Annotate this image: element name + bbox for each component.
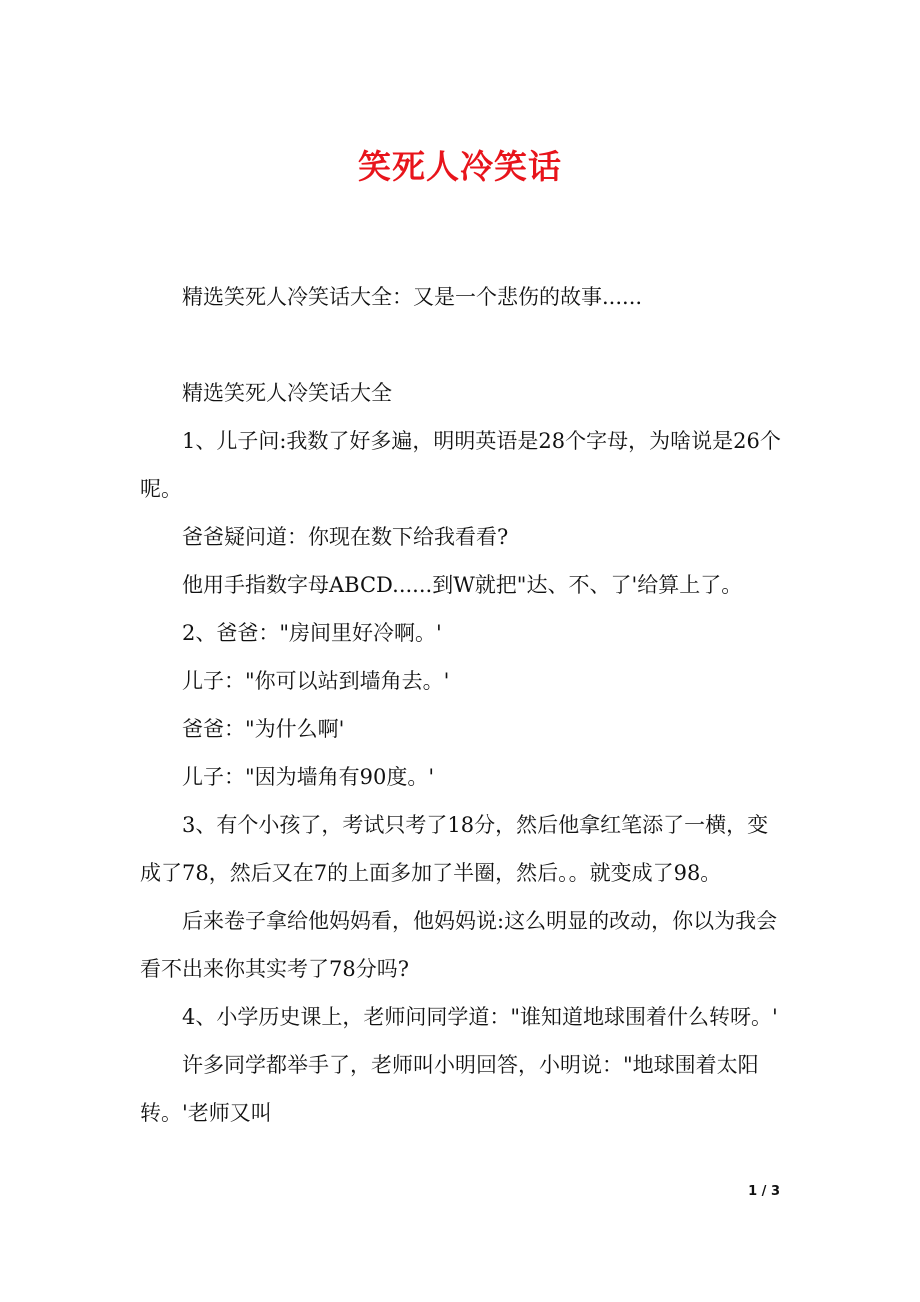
document-body xyxy=(140,273,782,1137)
paragraph: 4、小学历史课上，老师问同学道："谁知道地球围着什么转呀。' xyxy=(182,1005,778,1029)
paragraph: 爸爸疑问道：你现在数下给我看看? xyxy=(182,525,509,549)
intro-paragraph: 精选笑死人冷笑话大全：又是一个悲伤的故事...... xyxy=(182,285,643,309)
paragraph: 儿子："你可以站到墙角去。' xyxy=(182,669,450,693)
paragraph: 2、爸爸："房间里好冷啊。' xyxy=(182,621,442,645)
paragraph: 他用手指数字母ABCD......到W就把"达、不、了'给算上了。 xyxy=(182,573,743,597)
paragraph: 3、有个小孩了，考试只考了18分，然后他拿红笔添了一横，变成了78，然后又在7的上面多加了半圈，然后。。就变成了98。 xyxy=(140,813,769,885)
page-title: 笑死人冷笑话 xyxy=(358,147,562,186)
paragraph: 后来卷子拿给他妈妈看，他妈妈说:这么明显的改动，你以为我会看不出来你其实考了78分吗? xyxy=(140,909,778,981)
paragraph: 1、儿子问:我数了好多遍，明明英语是28个字母，为啥说是26个呢。 xyxy=(140,429,781,501)
paragraph: 许多同学都举手了，老师叫小明回答，小明说："地球围着太阳转。'老师又叫 xyxy=(140,1053,759,1125)
paragraph: 儿子："因为墙角有90度。' xyxy=(182,765,435,789)
paragraph: 精选笑死人冷笑话大全 xyxy=(182,381,392,405)
page-number: 1 / 3 xyxy=(748,1184,780,1199)
paragraph-spacer xyxy=(140,321,782,369)
paragraph: 爸爸："为什么啊' xyxy=(182,717,345,741)
